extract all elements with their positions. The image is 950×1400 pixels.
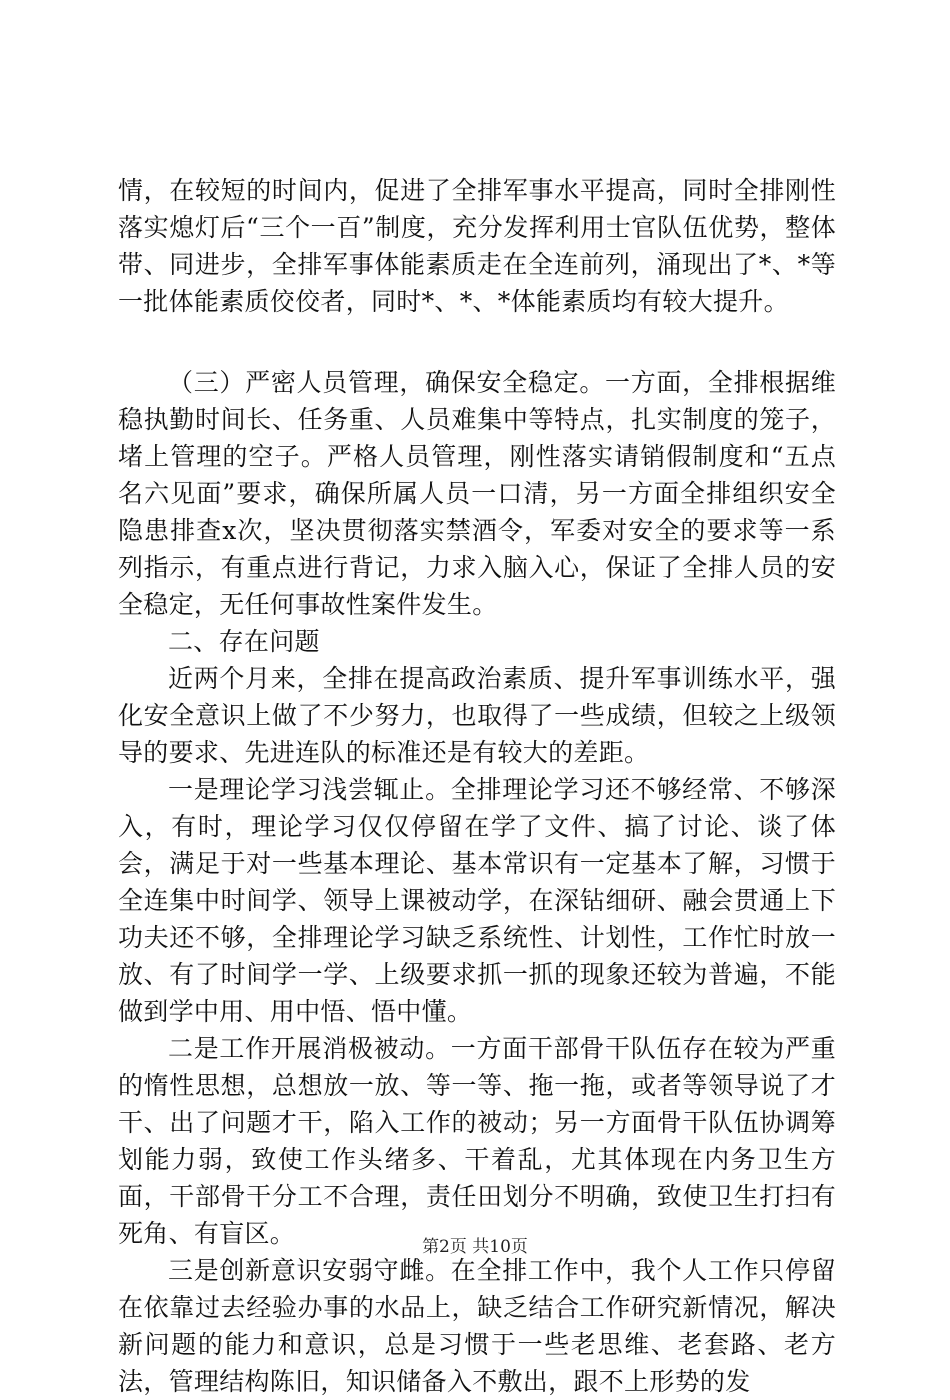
paragraph-problems-intro: 近两个月来，全排在提高政治素质、提升军事训练水平，强化安全意识上做了不少努力，也取得了一些成绩，但较之上级领导的要求、先进连队的标准还是有较大的差距。 <box>118 664 836 767</box>
page-number-footer: 第2页 共10页 <box>422 1237 528 1257</box>
paragraph-problem-two: 二是工作开展消极被动。一方面干部骨干队伍存在较为严重的惰性思想，总想放一放、等一等、拖一拖，或者等领导说了才干、出了问题才干，陷入工作的被动；另一方面骨干队伍协调筹划能力弱，致使工作头绪多、干着乱，尤其体现在内务卫生方面，干部骨干分工不合理，责任田划分不明确，致使卫生打扫有死角、有盲区。 <box>118 1034 836 1248</box>
paragraph-gap <box>118 320 836 364</box>
paragraph-section-three: （三）严密人员管理，确保安全稳定。一方面，全排根据维稳执勤时间长、任务重、人员难集中等特点，扎实制度的笼子，堵上管理的空子。严格人员管理，刚性落实请销假制度和“五点名六见面”要求，确保所属人员一口清，另一方面全排组织安全隐患排查x次，坚决贯彻落实禁酒令，军委对安全的要求等一系列指示，有重点进行背记，力求入脑入心，保证了全排人员的安全稳定，无任何事故性案件发生。 <box>118 368 836 619</box>
paragraph-continuation: 情，在较短的时间内，促进了全排军事水平提高，同时全排刚性落实熄灯后“三个一百”制度，充分发挥利用士官队伍优势，整体带、同进步，全排军事体能素质走在全连前列，涌现出了*、*等一批体能素质佼佼者，同时*、*、*体能素质均有较大提升。 <box>118 176 836 316</box>
paragraph-problem-one: 一是理论学习浅尝辄止。全排理论学习还不够经常、不够深入，有时，理论学习仅仅停留在学了文件、搞了讨论、谈了体会，满足于对一些基本理论、基本常识有一定基本了解，习惯于全连集中时间学、领导上课被动学，在深钻细研、融会贯通上下功夫还不够，全排理论学习缺乏系统性、计划性，工作忙时放一放、有了时间学一学、上级要求抓一抓的现象还较为普遍，不能做到学中用、用中悟、悟中懂。 <box>118 775 836 1026</box>
paragraph-problem-three: 三是创新意识安弱守雌。在全排工作中，我个人工作只停留在依靠过去经验办事的水品上，缺乏结合工作研究新情况，解决新问题的能力和意识，总是习惯于一些老思维、老套路、老方法，管理结构陈旧，知识储备入不敷出，跟不上形势的发 <box>118 1256 836 1396</box>
document-body <box>118 172 836 1400</box>
section-heading-problems: 二、存在问题 <box>168 627 320 656</box>
